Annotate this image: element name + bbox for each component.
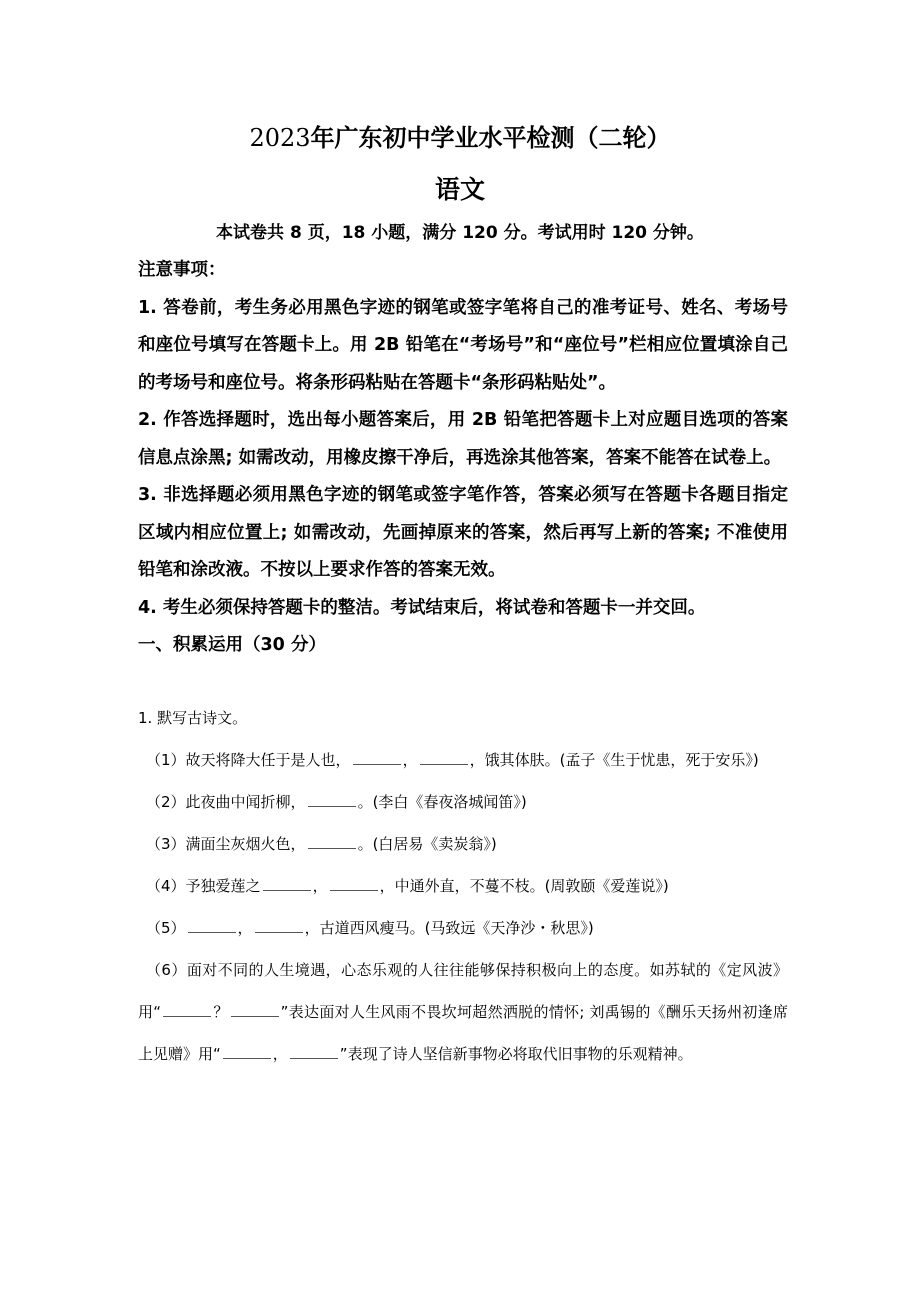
- answer-blank[interactable]: [330, 876, 378, 891]
- answer-blank[interactable]: [308, 792, 356, 807]
- answer-blank[interactable]: [255, 918, 303, 933]
- exam-year: 2023: [249, 124, 311, 152]
- exam-title: [0, 118, 920, 153]
- sub-text: ，饿其体肤。(孟子《生于忧患，死于安乐》): [469, 751, 759, 769]
- sub-label: （5）: [146, 919, 186, 937]
- answer-blank[interactable]: [353, 750, 401, 765]
- sub-text: ，: [237, 919, 253, 937]
- sub-text: 面对不同的人生境遇，心态乐观的人往往能够保持积极向上的态度。如苏轼的《定风波》用“: [138, 961, 788, 1021]
- answer-blank[interactable]: [223, 1044, 271, 1059]
- answer-blank[interactable]: [163, 1002, 211, 1017]
- section-heading: 一、积累运用（30 分）: [138, 635, 326, 655]
- sub-label: （1）: [146, 751, 186, 769]
- question-1: [138, 697, 788, 1075]
- notice-item-2: 2. 作答选择题时，选出每小题答案后，用 2B 铅笔把答题卡上对应题目选项的答案信息点涂黑; 如需改动，用橡皮擦干净后，再选涂其他答案，答案不能答在试卷上。: [138, 410, 788, 468]
- sub-question-5: [138, 907, 788, 949]
- notice-section: [138, 252, 788, 665]
- answer-blank[interactable]: [231, 1002, 279, 1017]
- sub-text: 故天将降大任于是人也，: [185, 751, 351, 769]
- sub-label: （3）: [146, 835, 186, 853]
- sub-question-3: [138, 823, 788, 865]
- sub-text: ？: [213, 1003, 229, 1021]
- sub-text: 满面尘灰烟火色，: [185, 835, 306, 853]
- sub-label: （2）: [146, 793, 186, 811]
- sub-question-6: [138, 949, 788, 1075]
- notice-item-3: 3. 非选择题必须用黑色字迹的钢笔或签字笔作答，答案必须写在答题卡各题目指定区域内相应位置上; 如需改动，先画掉原来的答案，然后再写上新的答案; 不准使用铅笔和涂改液。不按以上要求作答的答案无效。: [138, 485, 788, 580]
- notice-heading: 注意事项：: [138, 260, 226, 280]
- notice-item-4: 4. 考生必须保持答题卡的整洁。考试结束后，将试卷和答题卡一并交回。: [138, 597, 706, 618]
- sub-label: （4）: [146, 877, 186, 895]
- exam-title-text: 年广东初中学业水平检测（二轮）: [310, 124, 671, 152]
- sub-text: ，中通外直，不蔓不枝。(周敦颐《爱莲说》): [379, 877, 669, 895]
- answer-blank[interactable]: [308, 834, 356, 849]
- question-stem: 1. 默写古诗文。: [138, 709, 248, 727]
- sub-label: （6）: [146, 961, 187, 979]
- answer-blank[interactable]: [263, 876, 311, 891]
- sub-text: ”表达面对人生风雨不畏坎坷超然洒脱的情怀; 刘禹锡的《酬乐天扬州初逢席上见赠》用“: [138, 1003, 788, 1063]
- sub-text: ，古道西风瘦马。(马致远《天净沙・秋思》): [304, 919, 594, 937]
- sub-text: 予独爱莲之: [185, 877, 261, 895]
- sub-text: ”表现了诗人坚信新事物必将取代旧事物的乐观精神。: [339, 1045, 693, 1063]
- notice-item-1: 1. 答卷前，考生务必用黑色字迹的钢笔或签字笔将自己的准考证号、姓名、考场号和座位号填写在答题卡上。用 2B 铅笔在“考场号”和“座位号”栏相应位置填涂自己的考场号和座位号。将条形码粘贴在答题卡“条形码粘贴处”。: [138, 297, 788, 393]
- answer-blank[interactable]: [290, 1044, 338, 1059]
- sub-question-2: [138, 781, 788, 823]
- sub-question-4: [138, 865, 788, 907]
- sub-text: 。(白居易《卖炭翁》): [357, 835, 497, 853]
- answer-blank[interactable]: [188, 918, 236, 933]
- subject-title: 语文: [434, 175, 485, 204]
- exam-info: 本试卷共 8 页，18 小题，满分 120 分。考试用时 120 分钟。: [216, 223, 704, 243]
- sub-text: ，: [312, 877, 328, 895]
- sub-text: ，: [272, 1045, 288, 1063]
- sub-question-1: [138, 739, 788, 781]
- sub-text: 此夜曲中闻折柳，: [185, 793, 306, 811]
- sub-text: ，: [402, 751, 418, 769]
- sub-text: 。(李白《春夜洛城闻笛》): [357, 793, 527, 811]
- answer-blank[interactable]: [420, 750, 468, 765]
